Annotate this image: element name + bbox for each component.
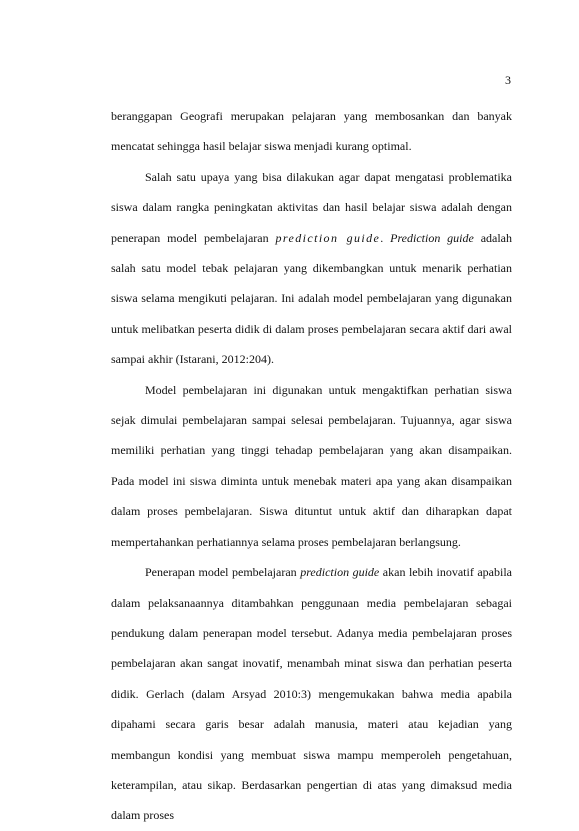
paragraph-2-text-b: adalah salah satu model tebak pelajaran yang dikembangkan untuk menarik perhatian siswa selama mengikuti pelajaran. Ini adalah model pembelajaran yang digunakan untuk melibatkan peserta didik di dalam proses pembelajaran secara aktif dari awal sampai akhir (Istarani, 2012:204). bbox=[111, 230, 513, 367]
paragraph-2 bbox=[111, 162, 512, 375]
paragraph-3-text: Model pembelajaran ini digunakan untuk mengaktifkan perhatian siswa sejak dimulai pembelajaran sampai selesai pembelajaran. Tujuannya, agar siswa memiliki perhatian yang tinggi tehadap pembelajaran yang akan disampaikan. Pada model ini siswa diminta untuk menebak materi apa yang akan disampaikan dalam proses pembelajaran. Siswa dituntut untuk aktif dan diharapkan dapat mempertahankan perhatiannya selama proses pembelajaran berlangsung. bbox=[111, 382, 512, 549]
paragraph-2-text-a: Salah satu upaya yang bisa dilakukan agar dapat mengatasi problematika siswa dalam rangka peningkatan aktivitas dan hasil belajar siswa adalah dengan penerapan model pembelajaran bbox=[111, 169, 512, 245]
paragraph-4-text-b: akan lebih inovatif apabila dalam pelaksanaannya ditambahkan penggunaan media pembelajaran sebagai pendukung dalam penerapan model tersebut. Adanya media pembelajaran proses pembelajaran akan sangat inovatif, menambah minat siswa dan perhatian peserta didik. Gerlach (dalam Arsyad 2010:3) mengemukakan bahwa media apabila dipahami secara garis besar adalah manusia, materi atau kejadian yang membangun kondisi yang membuat siswa mampu memperoleh pengetahuan, keterampilan, atau sikap. Berdasarkan pengertian di atas yang dimaksud media dalam proses bbox=[111, 565, 512, 823]
paragraph-2-punct: . bbox=[380, 230, 391, 245]
paragraph-4-text-a: Penerapan model pembelajaran bbox=[145, 565, 301, 580]
term-prediction-guide-3: prediction guide bbox=[300, 565, 380, 580]
term-prediction-guide-2: Prediction guide bbox=[390, 230, 474, 245]
document-body bbox=[111, 101, 512, 831]
term-prediction-guide: prediction guide bbox=[275, 230, 381, 245]
page-number: 3 bbox=[505, 73, 511, 87]
paragraph-1 bbox=[111, 101, 512, 162]
paragraph-4 bbox=[111, 557, 512, 831]
paragraph-1-text: beranggapan Geografi merupakan pelajaran yang membosankan dan banyak mencatat sehingga hasil belajar siswa menjadi kurang optimal. bbox=[111, 109, 512, 154]
paragraph-3 bbox=[111, 375, 512, 557]
